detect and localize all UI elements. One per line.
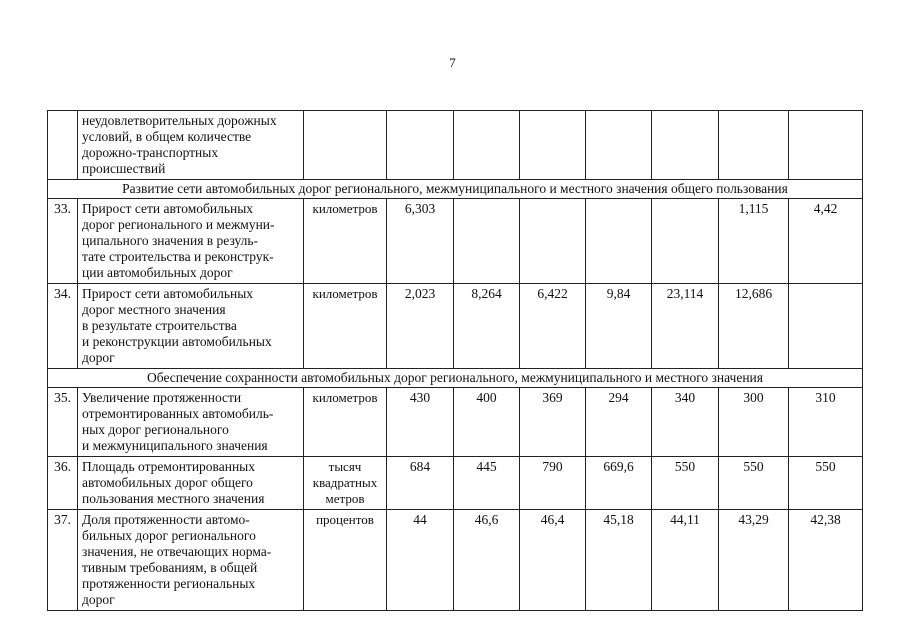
unit-cell <box>304 284 387 369</box>
value-cell <box>387 457 454 510</box>
value-cell <box>652 388 719 457</box>
value-cell <box>454 457 520 510</box>
indicators-table <box>47 110 863 611</box>
unit-cell <box>304 199 387 284</box>
indicator-name-text: Доля протяженности автомо- бильных дорог регионального значения, не отвечающих норма- тивным требованиям, в общей протяженности региональных дорог <box>82 512 272 607</box>
value-cell-text: 43,29 <box>738 512 769 527</box>
value-cell <box>387 199 454 284</box>
unit-cell <box>304 457 387 510</box>
unit-cell <box>304 388 387 457</box>
section-title <box>48 369 863 388</box>
value-cell-text: 790 <box>542 459 563 474</box>
value-cell-text: 310 <box>815 390 836 405</box>
indicator-name <box>78 284 304 369</box>
value-cell-text: 2,023 <box>404 286 436 301</box>
value-cell-text: 6,303 <box>404 201 436 216</box>
section-title <box>48 180 863 199</box>
value-cell-text: 684 <box>409 459 431 474</box>
value-cell-text: 550 <box>743 459 764 474</box>
table-row <box>48 199 863 284</box>
indicator-name-text: Прирост сети автомобильных дорог местного значения в результате строительства и реконструкции автомобильных дорог <box>82 286 272 365</box>
value-cell <box>719 457 789 510</box>
value-cell-text: 1,115 <box>738 201 769 216</box>
table-row <box>48 284 863 369</box>
indicator-name <box>78 457 304 510</box>
value-cell <box>387 284 454 369</box>
row-number <box>48 457 78 510</box>
page-number: 7 <box>449 55 456 70</box>
value-cell-text: 46,6 <box>474 512 499 527</box>
row-number <box>48 111 78 180</box>
value-cell-text: 669,6 <box>603 459 634 474</box>
row-number <box>48 510 78 611</box>
row-number <box>48 388 78 457</box>
indicator-name-text: Площадь отремонтированных автомобильных дорог общего пользования местного значения <box>82 459 265 506</box>
row-number-text: 33. <box>54 201 71 216</box>
value-cell-text: 550 <box>674 459 696 474</box>
value-cell-text: 45,18 <box>603 512 634 527</box>
value-cell <box>454 284 520 369</box>
value-cell <box>454 199 520 284</box>
section-header-row <box>48 369 863 388</box>
value-cell <box>789 510 863 611</box>
value-cell-text: 46,4 <box>540 512 565 527</box>
value-cell <box>719 388 789 457</box>
table-row <box>48 457 863 510</box>
unit-cell-text: километров <box>312 286 378 301</box>
value-cell-text: 12,686 <box>734 286 773 301</box>
section-header-row <box>48 180 863 199</box>
row-number-text: 36. <box>54 459 71 474</box>
unit-cell-text: процентов <box>316 512 374 527</box>
row-number-text: 37. <box>54 512 71 527</box>
value-cell <box>520 388 586 457</box>
table-row <box>48 388 863 457</box>
value-cell-text: 445 <box>476 459 497 474</box>
unit-cell-text: километров <box>312 201 378 216</box>
value-cell-text: 23,114 <box>666 286 704 301</box>
value-cell-text: 294 <box>608 390 629 405</box>
unit-cell <box>304 510 387 611</box>
value-cell <box>454 111 520 180</box>
value-cell <box>387 111 454 180</box>
section-title-text: Обеспечение сохранности автомобильных дорог регионального, межмуниципального и местного значения <box>147 370 763 385</box>
indicator-name <box>78 388 304 457</box>
value-cell <box>652 510 719 611</box>
value-cell <box>520 510 586 611</box>
value-cell-text: 550 <box>815 459 836 474</box>
indicator-name-text: Увеличение протяженности отремонтированных автомобиль- ных дорог регионального и межмуниципального значения <box>82 390 274 453</box>
value-cell <box>586 388 652 457</box>
value-cell-text: 8,264 <box>471 286 502 301</box>
row-number <box>48 199 78 284</box>
value-cell <box>387 388 454 457</box>
value-cell <box>652 111 719 180</box>
value-cell-text: 300 <box>743 390 764 405</box>
unit-cell-text: тысяч квадратных метров <box>312 459 378 506</box>
value-cell <box>586 510 652 611</box>
value-cell-text: 4,42 <box>813 201 838 216</box>
value-cell-text: 369 <box>542 390 563 405</box>
value-cell-text: 400 <box>476 390 497 405</box>
table-row <box>48 111 863 180</box>
value-cell <box>789 111 863 180</box>
value-cell <box>789 457 863 510</box>
value-cell-text: 6,422 <box>537 286 568 301</box>
value-cell <box>652 284 719 369</box>
value-cell <box>652 199 719 284</box>
value-cell <box>586 457 652 510</box>
value-cell <box>652 457 719 510</box>
value-cell-text: 430 <box>409 390 431 405</box>
indicator-name-text: неудовлетворительных дорожных условий, в общем количестве дорожно-транспортных происшествий <box>82 113 277 176</box>
value-cell <box>454 388 520 457</box>
value-cell <box>719 284 789 369</box>
indicator-name <box>78 199 304 284</box>
value-cell <box>719 111 789 180</box>
value-cell-text: 9,84 <box>606 286 631 301</box>
value-cell <box>719 510 789 611</box>
row-number-text: 35. <box>54 390 71 405</box>
value-cell <box>789 284 863 369</box>
value-cell-text: 42,38 <box>810 512 841 527</box>
row-number-text: 34. <box>54 286 71 301</box>
value-cell <box>520 284 586 369</box>
unit-cell <box>304 111 387 180</box>
value-cell <box>454 510 520 611</box>
row-number <box>48 284 78 369</box>
indicator-name <box>78 510 304 611</box>
value-cell <box>719 199 789 284</box>
value-cell-text: 44 <box>413 512 427 527</box>
value-cell <box>586 111 652 180</box>
value-cell <box>789 388 863 457</box>
value-cell <box>586 284 652 369</box>
value-cell <box>520 199 586 284</box>
table-row <box>48 510 863 611</box>
value-cell <box>789 199 863 284</box>
value-cell <box>387 510 454 611</box>
indicator-name <box>78 111 304 180</box>
value-cell <box>520 111 586 180</box>
value-cell <box>520 457 586 510</box>
section-title-text: Развитие сети автомобильных дорог регионального, межмуниципального и местного значения общего пользования <box>122 181 788 196</box>
indicator-name-text: Прирост сети автомобильных дорог регионального и межмуни- ципального значения в резуль- тате строительства и реконструк- ции автомобильных дорог <box>82 201 275 280</box>
table-body <box>48 111 863 611</box>
value-cell-text: 44,11 <box>670 512 700 527</box>
value-cell-text: 340 <box>674 390 696 405</box>
value-cell <box>586 199 652 284</box>
unit-cell-text: километров <box>312 390 378 405</box>
